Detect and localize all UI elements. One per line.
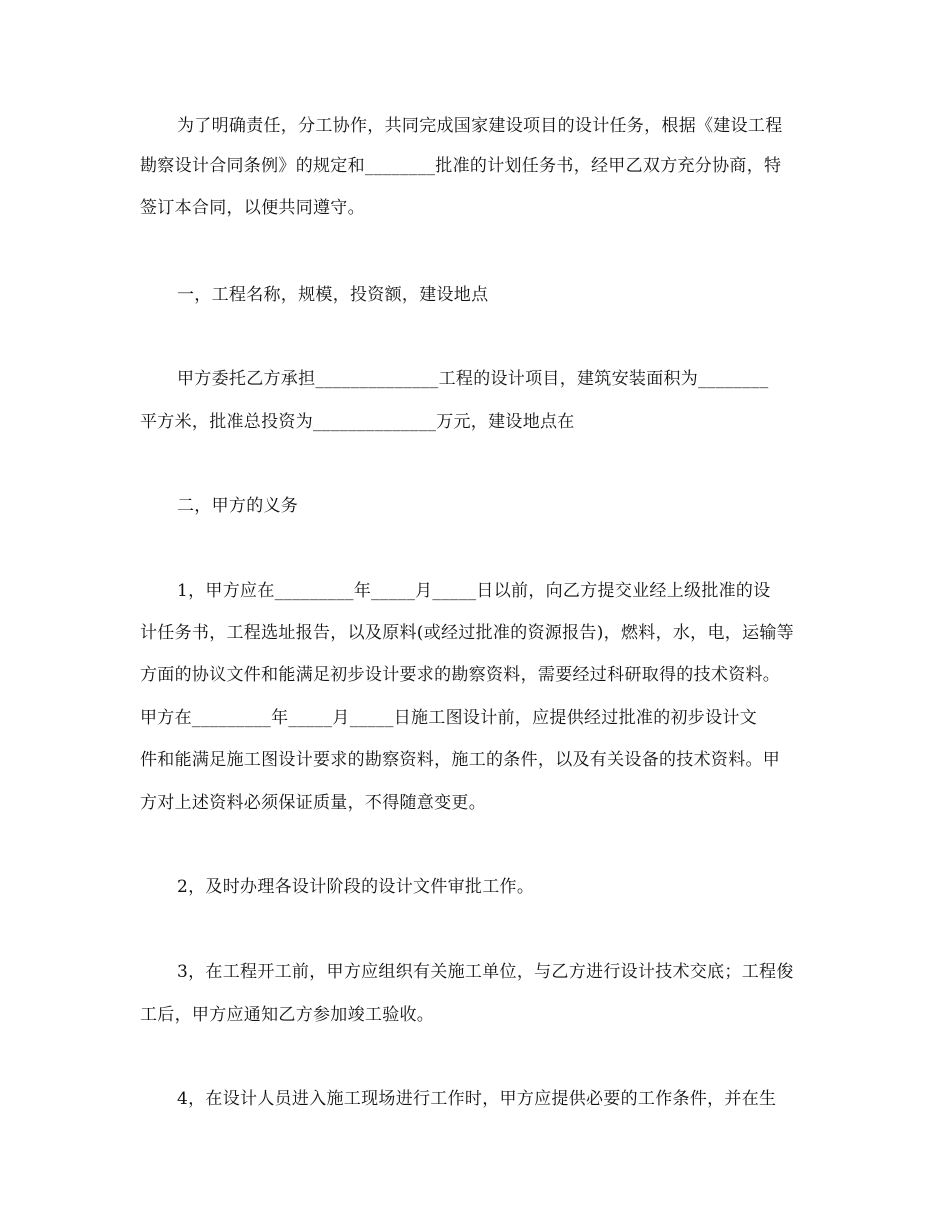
section1-line-1: 甲方委托乙方承担______________工程的设计项目，建筑安装面积为________ [177,369,769,389]
item2-line-1: 2，及时办理各设计阶段的设计文件审批工作。 [177,877,535,897]
item4-line-1: 4，在设计人员进入施工现场进行工作时，甲方应提供必要的工作条件，并在生 [177,1089,777,1109]
section1-heading: 一，工程名称，规模，投资额，建设地点 [177,285,489,305]
intro-line-1: 为了明确责任，分工协作，共同完成国家建设项目的设计任务，根据《建设工程 [177,116,783,136]
section2-heading: 二，甲方的义务 [177,496,299,516]
item3-line-1: 3，在工程开工前，甲方应组织有关施工单位，与乙方进行设计技术交底；工程俊 [177,962,794,982]
item1-line-6: 方对上述资料必须保证质量，不得随意变更。 [140,793,486,813]
intro-line-2: 勘察设计合同条例》的规定和________批准的计划任务书，经甲乙双方充分协商，特 [140,156,782,176]
item1-line-2: 计任务书，工程选址报告，以及原料(或经过批准的资源报告)，燃料，水，电，运输等 [140,623,794,643]
section1-line-2: 平方米，批准总投资为______________万元，建设地点在 [140,412,575,432]
item1-line-3: 方面的协议文件和能满足初步设计要求的勘察资料，需要经过科研取得的技术资料。 [140,665,781,685]
item1-line-1: 1，甲方应在_________年_____月_____日以前，向乙方提交业经上级批准的设 [177,581,771,601]
intro-line-3: 签订本合同，以便共同遵守。 [140,198,365,218]
item1-line-5: 件和能满足施工图设计要求的勘察资料，施工的条件，以及有关设备的技术资料。甲 [140,750,781,770]
item1-line-4: 甲方在_________年_____月_____日施工图设计前，应提供经过批准的初步设计文 [140,708,757,728]
item3-line-2: 工后，甲方应通知乙方参加竣工验收。 [140,1005,435,1025]
